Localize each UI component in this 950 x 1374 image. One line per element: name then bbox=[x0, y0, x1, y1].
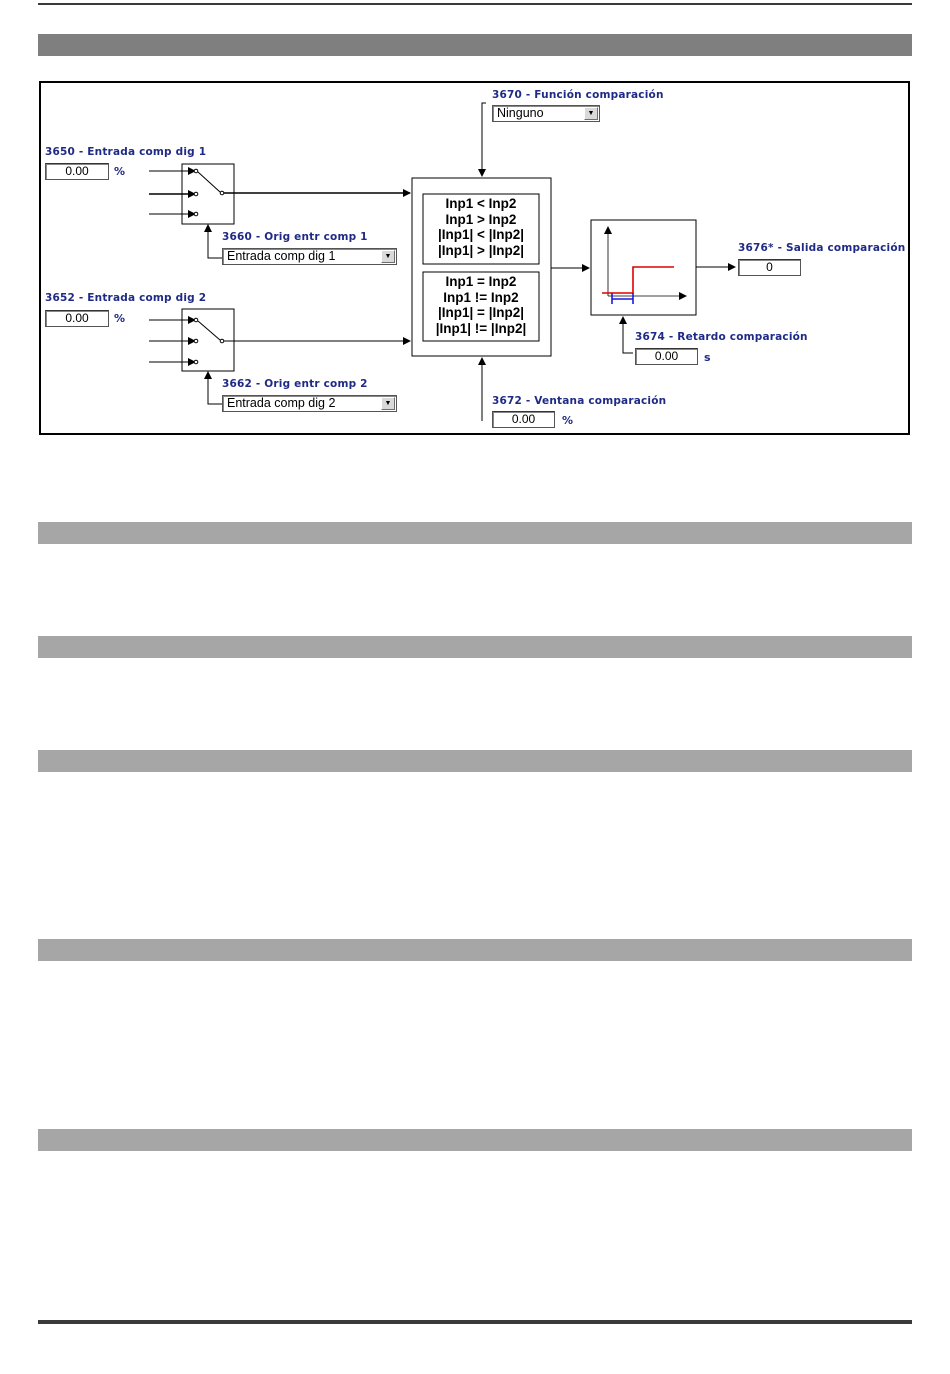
window-label: 3672 - Ventana comparación bbox=[492, 395, 667, 407]
chevron-down-icon[interactable]: ▼ bbox=[381, 397, 395, 410]
input1-unit: % bbox=[114, 165, 126, 178]
function-option: Inp1 < Inp2 bbox=[445, 196, 517, 211]
section-band bbox=[38, 636, 912, 658]
source2-selected-value: Entrada comp dig 2 bbox=[227, 396, 336, 410]
function-dropdown[interactable] bbox=[492, 105, 600, 122]
delay-value-field[interactable]: 0.00 bbox=[635, 348, 698, 365]
source2-dropdown[interactable] bbox=[222, 395, 397, 412]
source2-label: 3662 - Orig entr comp 2 bbox=[222, 378, 368, 390]
diagram-wiring bbox=[41, 83, 908, 433]
top-rule bbox=[38, 3, 912, 5]
section-band bbox=[38, 750, 912, 772]
chevron-down-icon[interactable]: ▼ bbox=[381, 250, 395, 263]
function-option: |Inp1| < |Inp2| bbox=[438, 227, 524, 242]
source1-label: 3660 - Orig entr comp 1 bbox=[222, 231, 368, 243]
input-selector-switch-1 bbox=[149, 164, 410, 258]
input2-unit: % bbox=[114, 312, 126, 325]
function-selected-value: Ninguno bbox=[497, 106, 544, 120]
chevron-down-icon[interactable]: ▼ bbox=[584, 107, 598, 120]
comparator-function-block bbox=[412, 103, 589, 421]
function-list-bottom bbox=[423, 274, 539, 336]
function-option: |Inp1| = |Inp2| bbox=[438, 305, 524, 320]
function-option: Inp1 != Inp2 bbox=[443, 289, 519, 305]
input1-label: 3650 - Entrada comp dig 1 bbox=[45, 146, 207, 158]
delay-unit: s bbox=[704, 351, 711, 364]
function-option: Inp1 > Inp2 bbox=[445, 211, 517, 227]
input1-value-field[interactable]: 0.00 bbox=[45, 163, 109, 180]
function-option: |Inp1| > |Inp2| bbox=[438, 242, 524, 258]
output-label: 3676* - Salida comparación bbox=[738, 242, 906, 254]
window-value-field[interactable]: 0.00 bbox=[492, 411, 555, 428]
function-label: 3670 - Función comparación bbox=[492, 89, 664, 101]
bottom-rule bbox=[38, 1320, 912, 1324]
window-unit: % bbox=[562, 414, 574, 427]
section-band bbox=[38, 522, 912, 544]
section-band bbox=[38, 939, 912, 961]
source1-selected-value: Entrada comp dig 1 bbox=[227, 249, 336, 263]
function-list-top bbox=[423, 196, 539, 258]
function-option: Inp1 = Inp2 bbox=[445, 274, 517, 289]
input2-value-field[interactable]: 0.00 bbox=[45, 310, 109, 327]
source1-dropdown[interactable] bbox=[222, 248, 397, 265]
function-option: |Inp1| != |Inp2| bbox=[435, 320, 527, 336]
delay-label: 3674 - Retardo comparación bbox=[635, 331, 808, 343]
output-value-field: 0 bbox=[738, 259, 801, 276]
comparator-block-diagram bbox=[39, 81, 910, 435]
section-header-band bbox=[38, 34, 912, 56]
section-band bbox=[38, 1129, 912, 1151]
input2-label: 3652 - Entrada comp dig 2 bbox=[45, 292, 207, 304]
